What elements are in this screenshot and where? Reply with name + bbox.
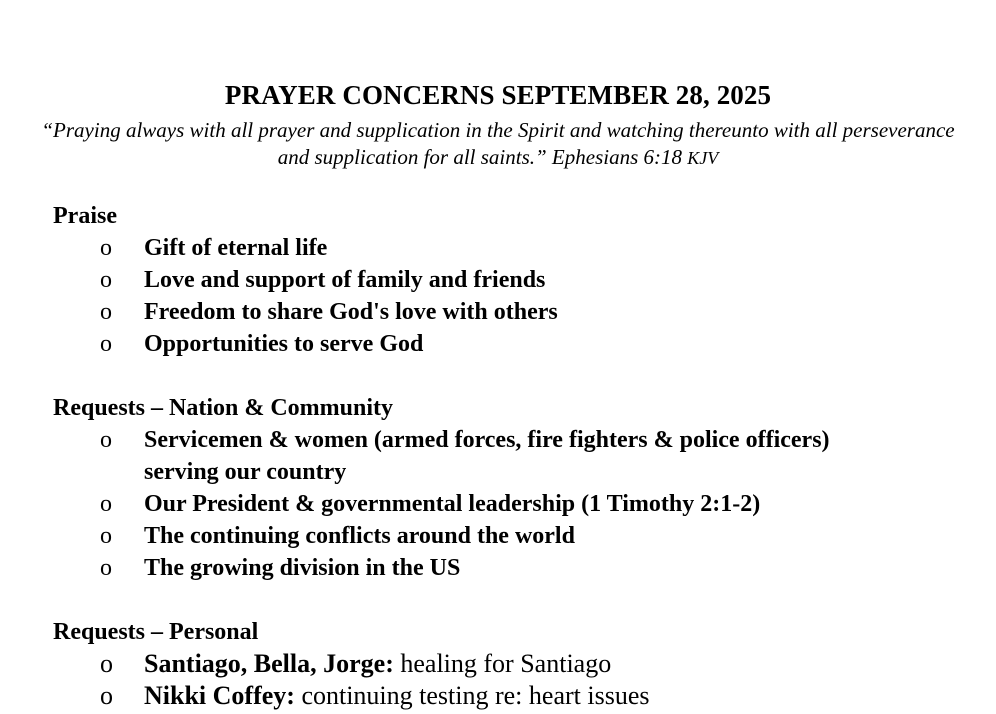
praise-list xyxy=(53,232,953,360)
list-item xyxy=(53,328,864,360)
praise-section xyxy=(53,200,953,360)
nation-item-text: Our President & governmental leadership (1 Timothy 2:1-2) xyxy=(144,491,761,517)
bullet-icon: o xyxy=(100,267,112,293)
praise-item-text: Freedom to share God's love with others xyxy=(144,299,558,325)
praise-item-text: Gift of eternal life xyxy=(144,235,328,261)
list-item xyxy=(53,680,944,712)
nation-requests-heading: Requests – Nation & Community xyxy=(53,395,394,421)
list-item xyxy=(53,296,864,328)
request-detail: healing for Santiago xyxy=(393,649,612,678)
bullet-icon: o xyxy=(100,523,112,549)
praise-item-text: Opportunities to serve God xyxy=(144,331,424,357)
bullet-icon: o xyxy=(100,649,113,678)
list-item xyxy=(53,648,944,680)
personal-requests-section xyxy=(53,616,953,712)
bullet-icon: o xyxy=(100,491,112,517)
list-item xyxy=(53,424,864,488)
bullet-icon: o xyxy=(100,331,112,357)
nation-item-text: Servicemen & women (armed forces, fire fighters & police officers) serving our country xyxy=(144,427,830,485)
nation-item-text: The continuing conflicts around the world xyxy=(144,523,575,549)
bullet-icon: o xyxy=(100,299,112,325)
bullet-icon: o xyxy=(100,555,112,581)
list-item xyxy=(53,264,864,296)
list-item xyxy=(53,232,864,264)
personal-requests-heading: Requests – Personal xyxy=(53,619,259,645)
scripture-verse xyxy=(40,117,956,172)
praise-item-text: Love and support of family and friends xyxy=(144,267,546,293)
bullet-icon: o xyxy=(100,235,112,261)
nation-requests-section xyxy=(53,392,953,584)
page-title: PRAYER CONCERNS SEPTEMBER 28, 2025 xyxy=(224,80,772,110)
person-name: Nikki Coffey: xyxy=(144,681,295,710)
nation-requests-list xyxy=(53,424,953,584)
person-name: Santiago, Bella, Jorge: xyxy=(144,649,394,678)
verse-text: “Praying always with all prayer and supplication in the Spirit and watching thereunto with all perseverance and supplication for all saints.” Ephesians 6:18 xyxy=(41,118,955,169)
request-detail: continuing testing re: heart issues xyxy=(294,681,650,710)
list-item xyxy=(53,552,864,584)
list-item xyxy=(53,488,864,520)
list-item xyxy=(53,520,864,552)
personal-requests-list xyxy=(53,648,953,712)
bullet-icon: o xyxy=(100,681,113,710)
nation-item-text: The growing division in the US xyxy=(144,555,461,581)
verse-version: KJV xyxy=(687,148,719,168)
praise-heading: Praise xyxy=(53,203,117,229)
bullet-icon: o xyxy=(100,427,112,453)
